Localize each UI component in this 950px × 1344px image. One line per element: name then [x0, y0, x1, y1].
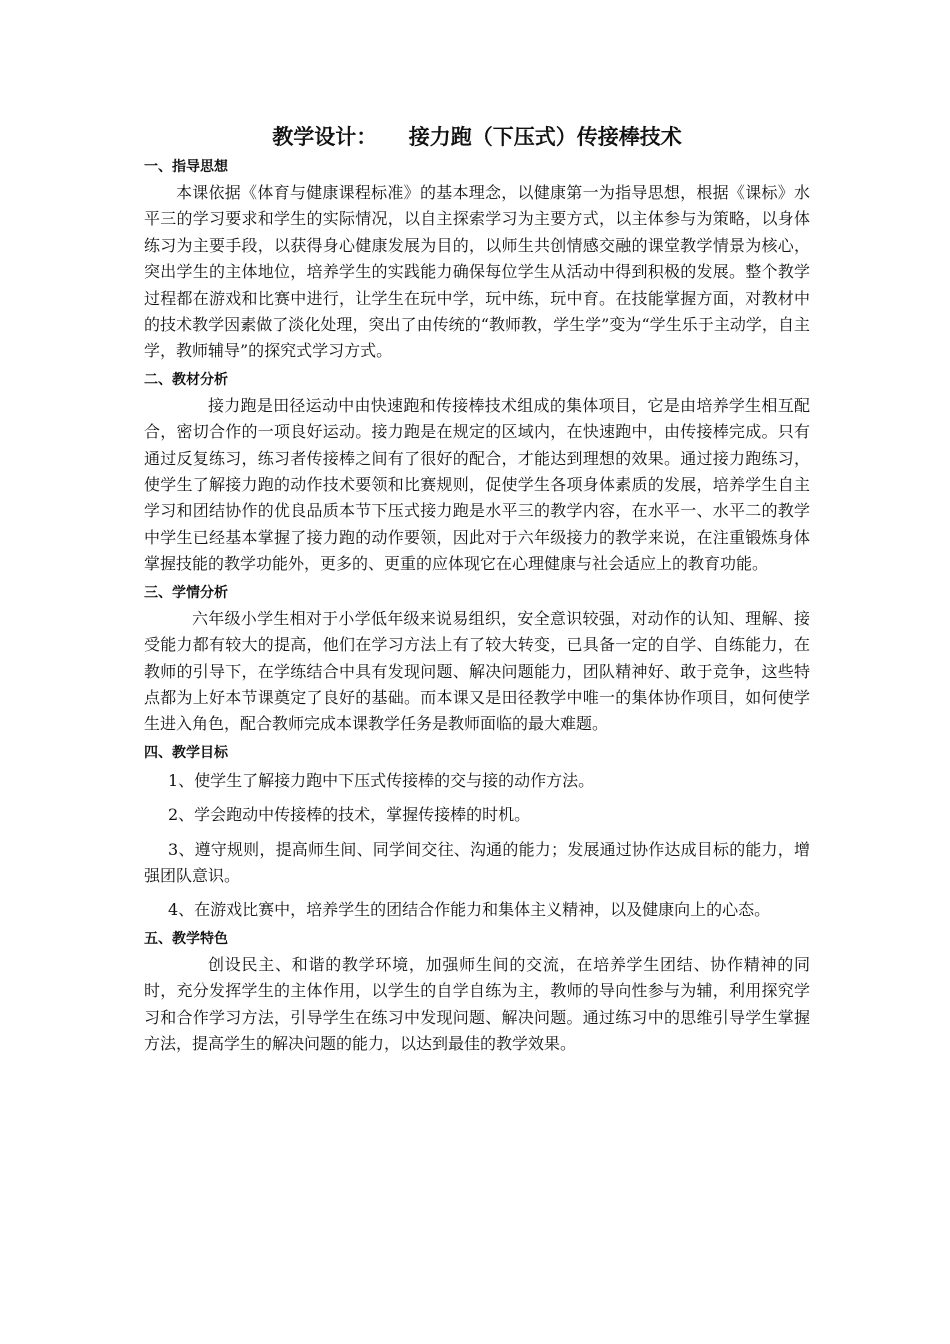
paragraph-guiding-thought: 本课依据《体育与健康课程标准》的基本理念，以健康第一为指导思想，根据《课标》水平三的学习要求和学生的实际情况，以自主探索学习为主要方式，以主体参与为策略，以身体练习为主要手段，以获得身心健康发展为目的，以师生共创情感交融的课堂教学情景为核心，突出学生的主体地位，培养学生的实践能力确保每位学生从活动中得到积极的发展。整个教学过程都在游戏和比赛中进行，让学生在玩中学，玩中练，玩中育。在技能掌握方面，对教材中的技术教学因素做了淡化处理，突出了由传统的“教师教，学生学”变为“学生乐于主动学，自主学，教师辅导”的探究式学习方式。	[144, 183, 810, 361]
paragraph-teaching-features: 创设民主、和谐的教学环境，加强师生间的交流，在培养学生团结、协作精神的同时，充分发挥学生的主体作用，以学生的自学自练为主，教师的导向性参与为辅，利用探究学习和合作学习方法，引导学生在练习中发现问题、解决问题。通过练习中的思维引导学生掌握方法，提高学生的解决问题的能力，以达到最佳的教学效果。	[144, 954, 810, 1053]
document-page	[144, 118, 810, 1057]
paragraph-student-analysis: 六年级小学生相对于小学低年级来说易组织，安全意识较强，对动作的认知、理解、接受能力都有较大的提高，他们在学习方法上有了较大转变，已具备一定的自学、自练能力，在教师的引导下，在学练结合中具有发现问题、解决问题能力，团队精神好、敢于竞争，这些特点都为上好本节课奠定了良好的基础。而本课又是田径教学中唯一的集体协作项目，如何使学生进入角色，配合教师完成本课教学任务是教师面临的最大难题。	[144, 608, 810, 734]
section-heading-teaching-features: 五、教学特色	[144, 930, 228, 947]
section-heading-student-analysis: 三、学情分析	[144, 584, 228, 601]
section-heading-guiding-thought: 一、指导思想	[144, 159, 228, 175]
goal-item: 4、在游戏比赛中，培养学生的团结合作能力和集体主义精神，以及健康向上的心态。	[168, 900, 771, 920]
paragraph-material-analysis: 接力跑是田径运动中由快速跑和传接棒技术组成的集体项目，它是由培养学生相互配合，密切合作的一项良好运动。接力跑是在规定的区域内，在快速跑中，由传接棒完成。只有通过反复练习，练习者传接棒之间有了很好的配合，才能达到理想的效果。通过接力跑练习，使学生了解接力跑的动作技术要领和比赛规则，促使学生各项身体素质的发展，培养学生自主学习和团结协作的优良品质本节下压式接力跑是水平三的教学内容，在水平一、水平二的教学中学生已经基本掌握了接力跑的动作要领，因此对于六年级接力的教学来说，在注重锻炼身体掌握技能的教学功能外，更多的、更重的应体现它在心理健康与社会适应上的教育功能。	[144, 395, 810, 574]
section-heading-material-analysis: 二、教材分析	[144, 371, 228, 388]
goal-item: 3、遵守规则，提高师生间、同学间交往、沟通的能力；发展通过协作达成目标的能力，增强团队意识。	[144, 839, 810, 885]
goal-item: 1、使学生了解接力跑中下压式传接棒的交与接的动作方法。	[168, 770, 595, 790]
section-heading-teaching-goals: 四、教学目标	[144, 744, 228, 761]
goal-item: 2、学会跑动中传接棒的技术，掌握传接棒的时机。	[168, 805, 531, 825]
document-title: 教学设计： 接力跑（下压式）传接棒技术	[272, 125, 682, 149]
